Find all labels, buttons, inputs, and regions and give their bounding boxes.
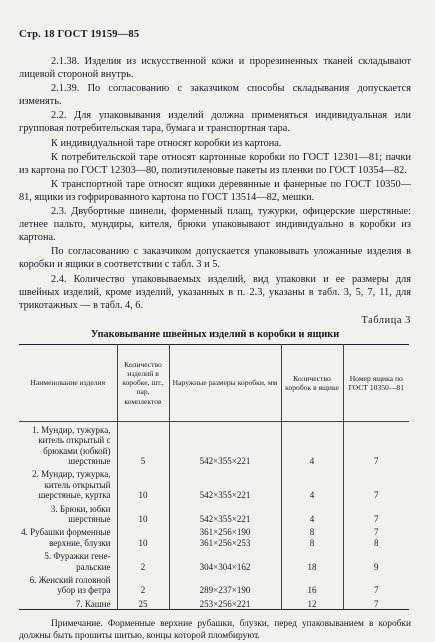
cell-name: 1. Мундир, тужурка, китель открытый с брюками (юбкой) шерстяные — [19, 421, 117, 466]
cell-size: 542×355×221 — [169, 466, 281, 500]
cell-name: 2. Мундир, тужурка, китель открытый шерстяные, куртка — [19, 466, 117, 500]
page-header: Стр. 18 ГОСТ 19159—85 — [19, 29, 140, 40]
cell-box-no: 9 — [343, 548, 409, 572]
header-size: Наружные размеры коробки, мм — [169, 344, 281, 421]
cell-name: 5. Фуражки генеральские — [19, 548, 117, 572]
cell-box-no: 7 — [343, 501, 409, 525]
cell-qty: 10 — [117, 466, 169, 500]
paragraph-consumer-tara: К потребительской таре относят картонные коробки по ГОСТ 12301—81; пачки из картона по ГОСТ 12303—80, полиэтиленовые пакеты из пленки по ГОСТ 10354—82. — [19, 151, 411, 176]
cell-box-no: 7 8 — [343, 524, 409, 548]
table-row — [19, 421, 409, 466]
cell-box-no: 7 — [343, 572, 409, 596]
paragraph-agreement: По согласованию с заказчиком допускается упаковывать уложанные изделия в коробки и ящики в соответствии с табл. 3 и 5. — [19, 246, 411, 271]
cell-box-no: 7 — [343, 421, 409, 466]
document-body — [19, 55, 411, 642]
cell-size: 289×237×190 — [169, 572, 281, 596]
table-row — [19, 501, 409, 525]
cell-qty: 10 — [117, 524, 169, 548]
table-row — [19, 596, 409, 610]
paragraph-2-3: 2.3. Двубортные шинели, форменный плащ, тужурки, офицерские шерстяные: летнее пальто, мундиры, кителя, брюки упаковывают индивидуально в коробки из картона. — [19, 206, 411, 244]
cell-boxes: 16 — [281, 572, 343, 596]
cell-qty: 2 — [117, 572, 169, 596]
paragraph-2-2: 2.2. Для упаковывания изделий должна применяться индивидуальная или групповая потребительская тара, бумага и транспортная тара. — [19, 110, 411, 135]
paragraph-2-1-38: 2.1.38. Изделия из искусственной кожи и прорезиненных тканей складывают лицевой стороной внутрь. — [19, 56, 411, 81]
cell-size: 542×355×221 — [169, 421, 281, 466]
cell-qty: 25 — [117, 596, 169, 610]
table-row — [19, 466, 409, 500]
cell-box-no: 7 — [343, 466, 409, 500]
header-box-no: Номер ящика по ГОСТ 10350—81 — [343, 344, 409, 421]
cell-name: 7. Кашне — [19, 596, 117, 610]
header-name: Наименование изделия — [19, 344, 117, 421]
table-row — [19, 548, 409, 572]
paragraph-transport-tara: К транспортной таре относят ящики деревянные и фанерные по ГОСТ 10350—81, ящики из гофрированного картона по ГОСТ 13514—82, мешки. — [19, 178, 411, 203]
cell-name: 4. Рубашки форменные верхние, блузки — [19, 524, 117, 548]
cell-boxes: 18 — [281, 548, 343, 572]
cell-qty: 10 — [117, 501, 169, 525]
cell-name: 3. Брюки, юбки шерстяные — [19, 501, 117, 525]
cell-box-no: 7 — [343, 596, 409, 610]
table-caption: Таблица 3 — [361, 314, 411, 326]
cell-boxes: 12 — [281, 596, 343, 610]
cell-boxes: 4 — [281, 466, 343, 500]
cell-size: 361×256×190 361×256×253 — [169, 524, 281, 548]
table-row — [19, 524, 409, 548]
table-title: Упаковывание швейных изделий в коробки и ящики — [90, 328, 340, 340]
cell-name: 6. Женский головной убор из фетра — [19, 572, 117, 596]
paragraph-2-4: 2.4. Количество упаковываемых изделий, вид упаковки и ее размеры для швейных изделий, кроме изделий, указанных в п. 2.3, указаны в табл. 3, 5, 7, 11, для трикотажных — в табл. 4, 6. — [19, 273, 411, 311]
packing-table — [19, 344, 409, 611]
cell-size: 253×256×221 — [169, 596, 281, 610]
cell-qty: 5 — [117, 421, 169, 466]
table-header-row — [19, 344, 409, 421]
table-note: Примечание. Форменные верхние рубашки, блузки, перед упаковыванием в коробки должны быть прошиты шитью, концы которой пломбируют. — [19, 619, 411, 642]
table-row — [19, 572, 409, 596]
header-boxes: Количество коробок в ящике — [281, 344, 343, 421]
cell-size: 542×355×221 — [169, 501, 281, 525]
paragraph-2-1-39: 2.1.39. По согласованию с заказчиком способы складывания допускается изменять. — [19, 83, 411, 108]
paragraph-individual-tara: К индивидуальной таре относят коробки из картона. — [51, 137, 282, 149]
cell-qty: 2 — [117, 548, 169, 572]
cell-size: 304×304×162 — [169, 548, 281, 572]
header-qty: Количество изделий в коробке, шт., пар, комплектов — [117, 344, 169, 421]
cell-boxes: 4 — [281, 421, 343, 466]
cell-boxes: 8 8 — [281, 524, 343, 548]
cell-boxes: 4 — [281, 501, 343, 525]
